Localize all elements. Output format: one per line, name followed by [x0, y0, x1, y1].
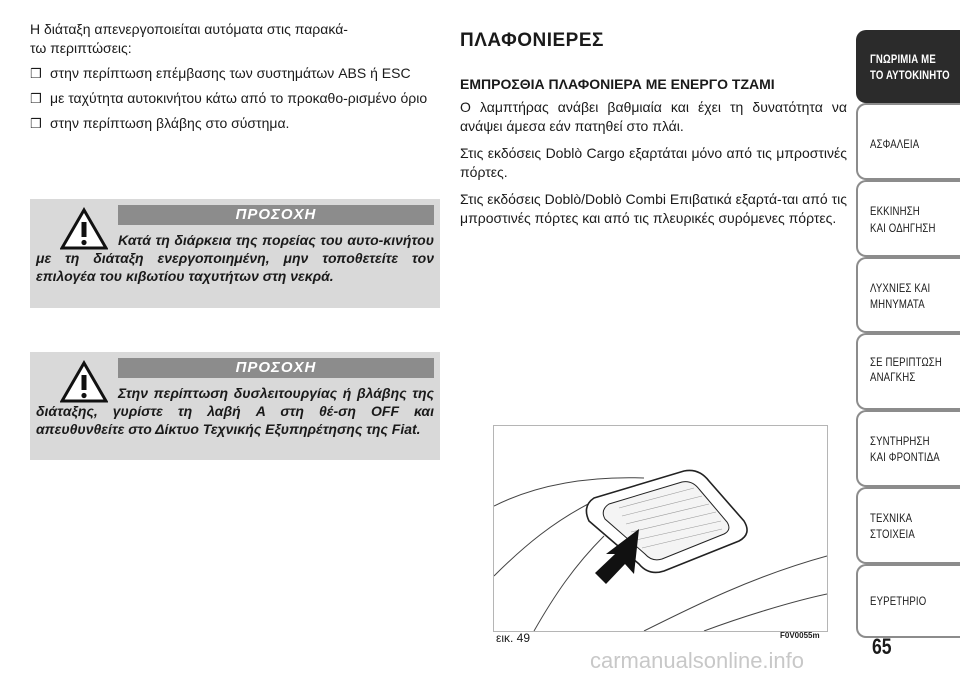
- condition-list: [30, 64, 442, 133]
- checkbox-bullet-icon: ❒: [30, 66, 42, 81]
- tab-label: ΣΤΟΙΧΕΙΑ: [870, 527, 915, 541]
- list-item: ❒ στην περίπτωση βλάβης στο σύστημα.: [30, 115, 290, 131]
- tab-getting-to-know-car[interactable]: [856, 30, 960, 103]
- tab-label: ΣΥΝΤΗΡΗΣΗ: [870, 434, 930, 448]
- tab-maintenance[interactable]: [856, 410, 960, 487]
- tab-label: ΤΟ ΑΥΤΟΚΙΝΗΤΟ: [870, 68, 950, 82]
- paragraph: Ο λαμπτήρας ανάβει βαθμιαία και έχει τη δυνατότητα να ανάψει άμεσα εάν πατηθεί στο πλάι.: [460, 99, 847, 134]
- watermark: carmanualsonline.info: [590, 648, 805, 673]
- page-number: 65: [872, 634, 892, 659]
- tab-label: ΕΚΚΙΝΗΣΗ: [870, 204, 920, 218]
- left-column: [30, 20, 442, 139]
- checkbox-bullet-icon: ❒: [30, 91, 42, 106]
- ceiling-light-illustration: [494, 426, 827, 631]
- warning-text: Κατά τη διάρκεια της πορείας του αυτο-κινήτου με τη διάταξη ενεργοποιημένη, μην τοποθετείτε τον επιλογέα του κιβωτίου ταχυτήτων στη νεκρά.: [36, 232, 434, 284]
- tab-emergency[interactable]: [856, 333, 960, 410]
- section-title: ΠΛΑΦΟΝΙΕΡΕΣ: [460, 30, 604, 51]
- paragraph: Στις εκδόσεις Doblò/Doblò Combi Επιβατικά εξαρτά-ται από τις μπροστινές πόρτες και από τις πλευρικές συρόμενες πόρτες.: [460, 191, 847, 226]
- warning-title: ΠΡΟΣΟΧΗ: [118, 358, 434, 378]
- tab-label: ΣΕ ΠΕΡΙΠΤΩΣΗ: [870, 355, 942, 369]
- tab-label: ΑΝΑΓΚΗΣ: [870, 370, 916, 384]
- warning-text: Στην περίπτωση δυσλειτουργίας ή βλάβης της διάταξης, γυρίστε τη λαβή A στη θέ-ση OFF και απευθυνθείτε στο Δίκτυο Τεχνικής Εξυπηρέτησης της Fiat.: [36, 385, 434, 437]
- warning-title: ΠΡΟΣΟΧΗ: [118, 205, 434, 225]
- tab-warning-lights[interactable]: [856, 257, 960, 333]
- tab-label: ΓΝΩΡΙΜΙΑ ΜΕ: [870, 52, 936, 66]
- tab-starting-driving[interactable]: [856, 180, 960, 257]
- ceiling-light-figure: [493, 425, 828, 632]
- subsection-title: ΕΜΠΡΟΣΘΙΑ ΠΛΑΦΟΝΙΕΡΑ ΜΕ ΕΝΕΡΓΟ ΤΖΑΜΙ: [460, 76, 775, 92]
- tab-safety[interactable]: [856, 103, 960, 180]
- tab-label: ΚΑΙ ΟΔΗΓΗΣΗ: [870, 221, 936, 235]
- intro-text: Η διάταξη απενεργοποιείται αυτόματα στις παρακά- τω περιπτώσεις:: [30, 21, 348, 56]
- checkbox-bullet-icon: ❒: [30, 116, 42, 131]
- tab-label: ΕΥΡΕΤΗΡΙΟ: [870, 594, 927, 608]
- tab-label: ΛΥΧΝΙΕΣ ΚΑΙ: [870, 281, 931, 295]
- tab-label: ΤΕΧΝΙΚΑ: [870, 511, 913, 525]
- figure-code: F0V0055m: [780, 631, 820, 640]
- tab-label: ΜΗΝΥΜΑΤΑ: [870, 297, 925, 311]
- tab-technical-data[interactable]: [856, 487, 960, 564]
- warning-box: [30, 199, 440, 308]
- paragraph: Στις εκδόσεις Doblò Cargo εξαρτάται μόνο από τις μπροστινές πόρτες.: [460, 145, 847, 180]
- tab-index[interactable]: [856, 564, 960, 638]
- list-item: ❒ στην περίπτωση επέμβασης των συστημάτων ABS ή ESC: [30, 65, 411, 81]
- figure-caption: εικ. 49: [496, 631, 531, 645]
- list-item: ❒ με ταχύτητα αυτοκινήτου κάτω από το προκαθο-ρισμένο όριο: [30, 90, 428, 106]
- tab-label: ΚΑΙ ΦΡΟΝΤΙΔΑ: [870, 450, 940, 464]
- tab-label: ΑΣΦΑΛΕΙΑ: [870, 137, 920, 151]
- warning-box: [30, 352, 440, 460]
- right-column: [457, 20, 847, 236]
